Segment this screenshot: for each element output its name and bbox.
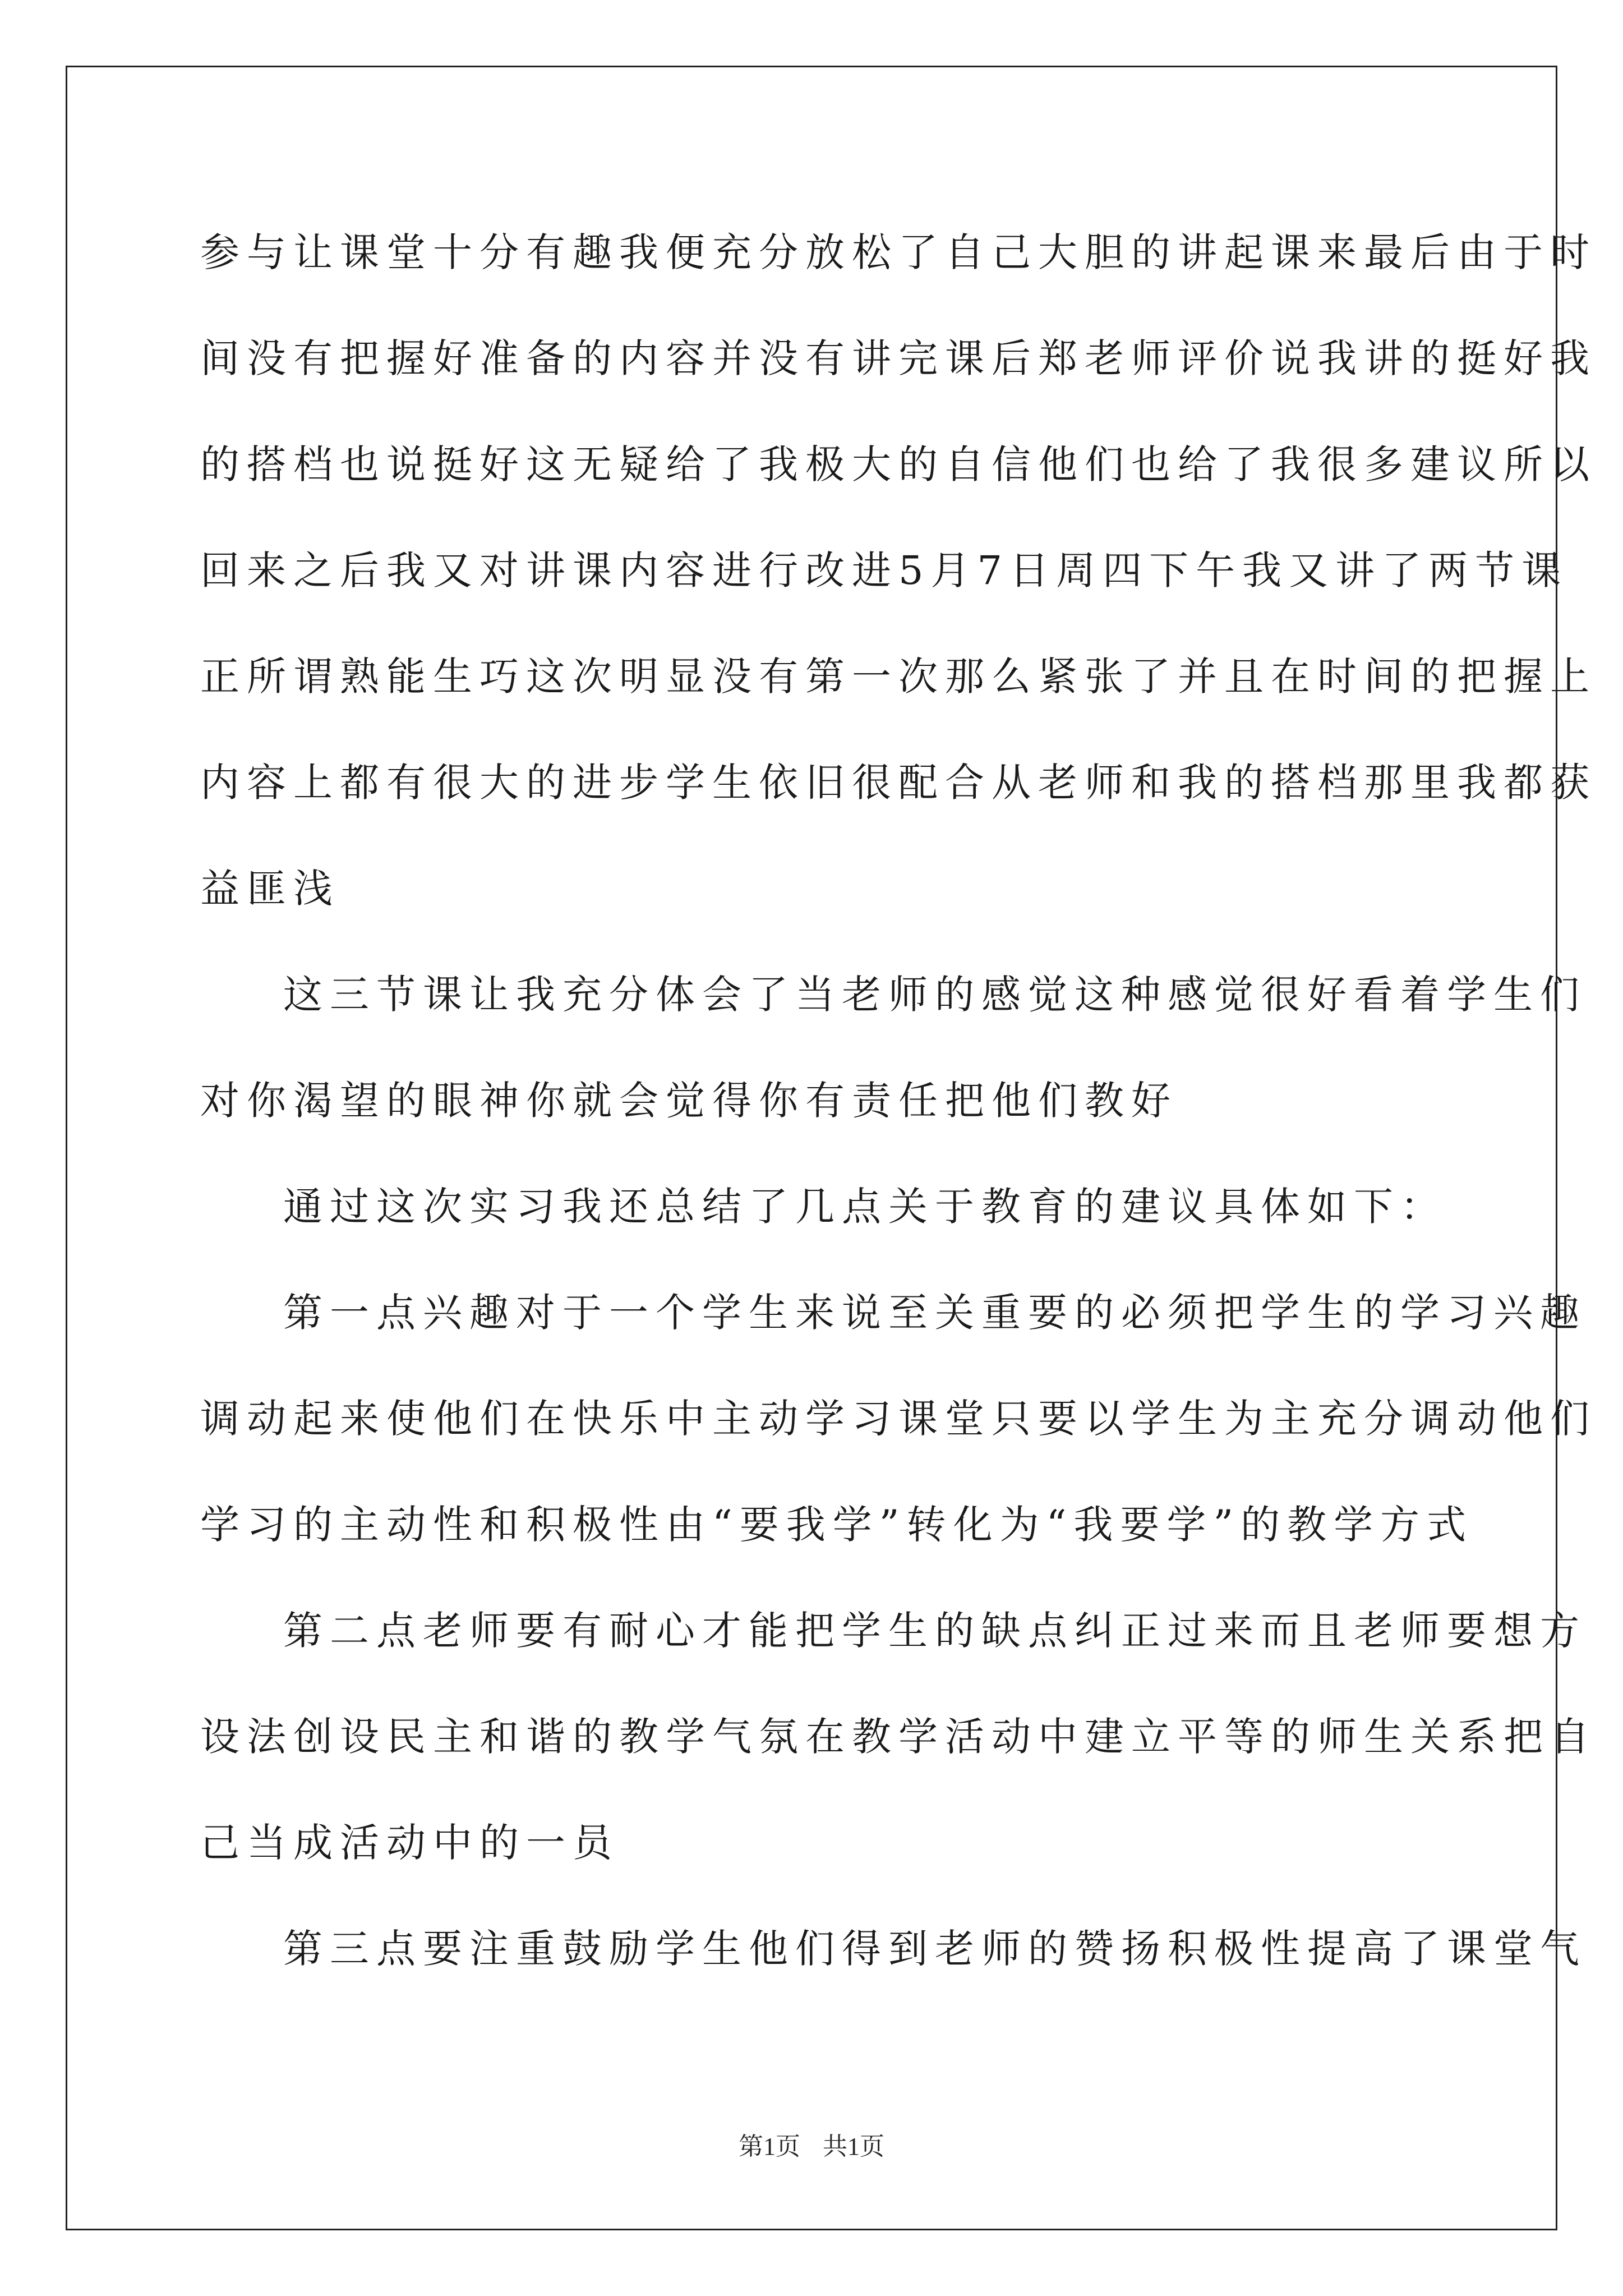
- text-line: 间没有把握好准备的内容并没有讲完课后郑老师评价说我讲的挺好我: [200, 335, 1597, 381]
- text-line: 参与让课堂十分有趣我便充分放松了自己大胆的讲起课来最后由于时: [200, 229, 1597, 275]
- text-line: 己当成活动中的一员: [200, 1820, 619, 1866]
- text-line: 的搭档也说挺好这无疑给了我极大的自信他们也给了我很多建议所以: [200, 441, 1597, 487]
- document-body: [200, 216, 1597, 2018]
- page-footer: [0, 2126, 1623, 2162]
- page-number: 第1页: [739, 2133, 800, 2160]
- paragraph-first-line: 第一点兴趣对于一个学生来说至关重要的必须把学生的学习兴趣: [283, 1290, 1587, 1336]
- paragraph-first-line: 通过这次实习我还总结了几点关于教育的建议具体如下：: [283, 1184, 1447, 1230]
- text-line: 对你渴望的眼神你就会觉得你有责任把他们教好: [200, 1078, 1178, 1124]
- text-line: 设法创设民主和谐的教学气氛在教学活动中建立平等的师生关系把自: [200, 1714, 1597, 1760]
- paragraph-first-line: 第三点要注重鼓励学生他们得到老师的赞扬积极性提高了课堂气: [283, 1926, 1587, 1972]
- text-line: 内容上都有很大的进步学生依旧很配合从老师和我的搭档那里我都获: [200, 760, 1597, 806]
- text-line: 学习的主动性和积极性由“要我学”转化为“我要学”的教学方式: [200, 1502, 1474, 1548]
- text-line: 正所谓熟能生巧这次明显没有第一次那么紧张了并且在时间的把握上: [200, 654, 1597, 700]
- page-total: 共1页: [823, 2133, 884, 2160]
- text-line: 调动起来使他们在快乐中主动学习课堂只要以学生为主充分调动他们: [200, 1396, 1597, 1442]
- paragraph-first-line: 这三节课让我充分体会了当老师的感觉这种感觉很好看着学生们: [283, 972, 1587, 1018]
- text-line: 益匪浅: [200, 866, 340, 912]
- paragraph-first-line: 第二点老师要有耐心才能把学生的缺点纠正过来而且老师要想方: [283, 1608, 1587, 1654]
- text-line: 回来之后我又对讲课内容进行改进5月7日周四下午我又讲了两节课: [200, 547, 1569, 593]
